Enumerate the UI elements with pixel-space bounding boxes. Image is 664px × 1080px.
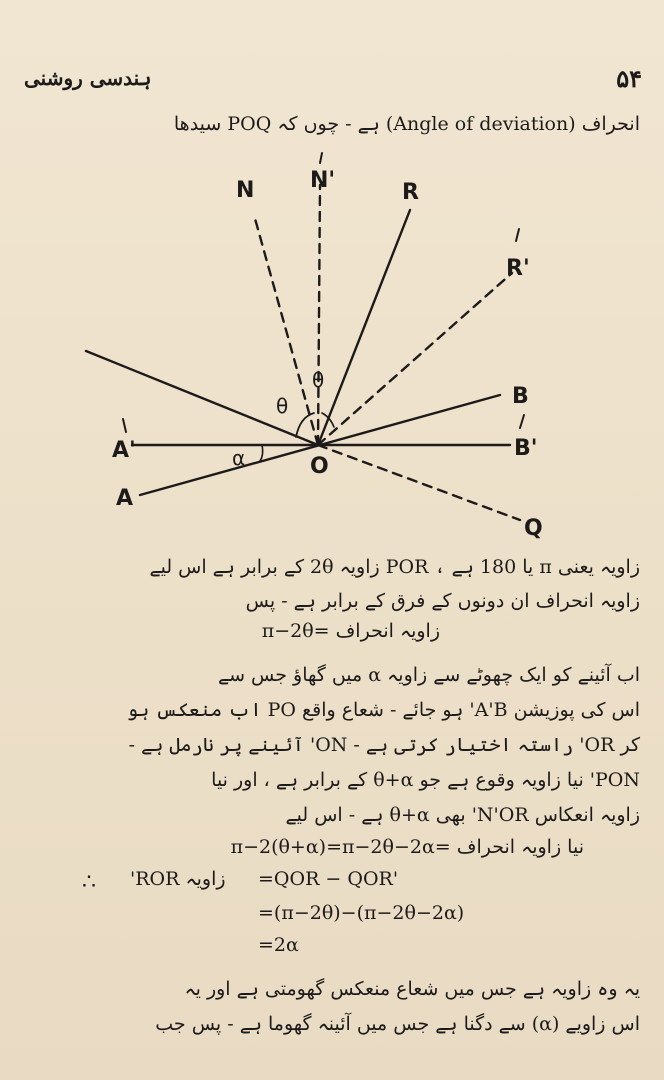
reflected-ray-OR [318,210,410,445]
para1-line2: زاویہ انحراف ان دونوں کے فرق کے برابر ہے - پس [245,590,640,612]
label-alpha: α [232,446,246,470]
label-R: R [402,180,419,205]
label-Q: Q [524,516,543,541]
para2-line5: زاویہ انعکاس N'OR' بھی θ+α ہے - اس لیے [285,804,640,826]
intro-line: انحراف (Angle of deviation) ہے - چوں کہ POQ سیدھا [173,113,640,135]
equation-difference: =(π−2θ)−(π−2θ−2α) [258,902,465,924]
label-N-prime: N' [310,168,336,193]
para2-line3: کر OR' راستہ اختیار کرتی ہے - ON' آئینے پر نارمل ہے - [128,734,640,756]
therefore-symbol: ∴ [82,870,96,895]
label-theta-mid: θ [312,368,325,392]
para2-line2: اس کی پوزیشن A'B' ہو جائے - شعاع واقع PO اب منعکس ہو [127,699,640,721]
label-O: O [310,454,329,479]
para3-line1: یہ وہ زاویہ ہے جس میں شعاع منعکس گھومتی ہے اور یہ [184,978,640,1000]
page-number: ۵۴ [616,64,642,93]
para1-line1: زاویہ یعنی π یا 180 ہے ، POR زاویہ 2θ کے برابر ہے اس لیے [149,556,640,578]
para2-line4: PON' نیا زاویہ وقوع ہے جو θ+α کے برابر ہے ، اور نیا [211,769,640,791]
label-N: N [236,178,255,203]
normal-ON-prime [318,185,320,445]
label-A-prime: A' [112,438,136,463]
label-B-prime: B' [514,436,538,461]
label-A: A [116,486,134,511]
ray-OQ [318,445,520,520]
equation-new-deviation: نیا زاویہ انحراف =π−2(θ+α)=π−2θ−2α [230,836,584,858]
para1-equation: زاویہ انحراف =π−2θ [261,620,440,642]
chapter-title: ہندسی روشنی [24,66,152,90]
equation-ROR-label: زاویہ ROR' [130,868,226,890]
label-B: B [512,384,529,409]
alpha-arc [260,445,263,461]
para2-line1: اب آئینے کو ایک چھوٹے سے زاویہ α میں گھاؤ جس سے [217,664,640,686]
equation-result: =2α [258,934,299,956]
label-theta-left: θ [276,394,289,418]
label-R-prime: R' [506,256,530,281]
reflection-diagram [0,145,664,545]
equation-ROR-rhs: =QOR − QOR' [258,868,399,890]
para3-line2: اس زاویے (α) سے دگنا ہے جس میں آئینہ گھوما ہے - پس جب [155,1013,640,1035]
